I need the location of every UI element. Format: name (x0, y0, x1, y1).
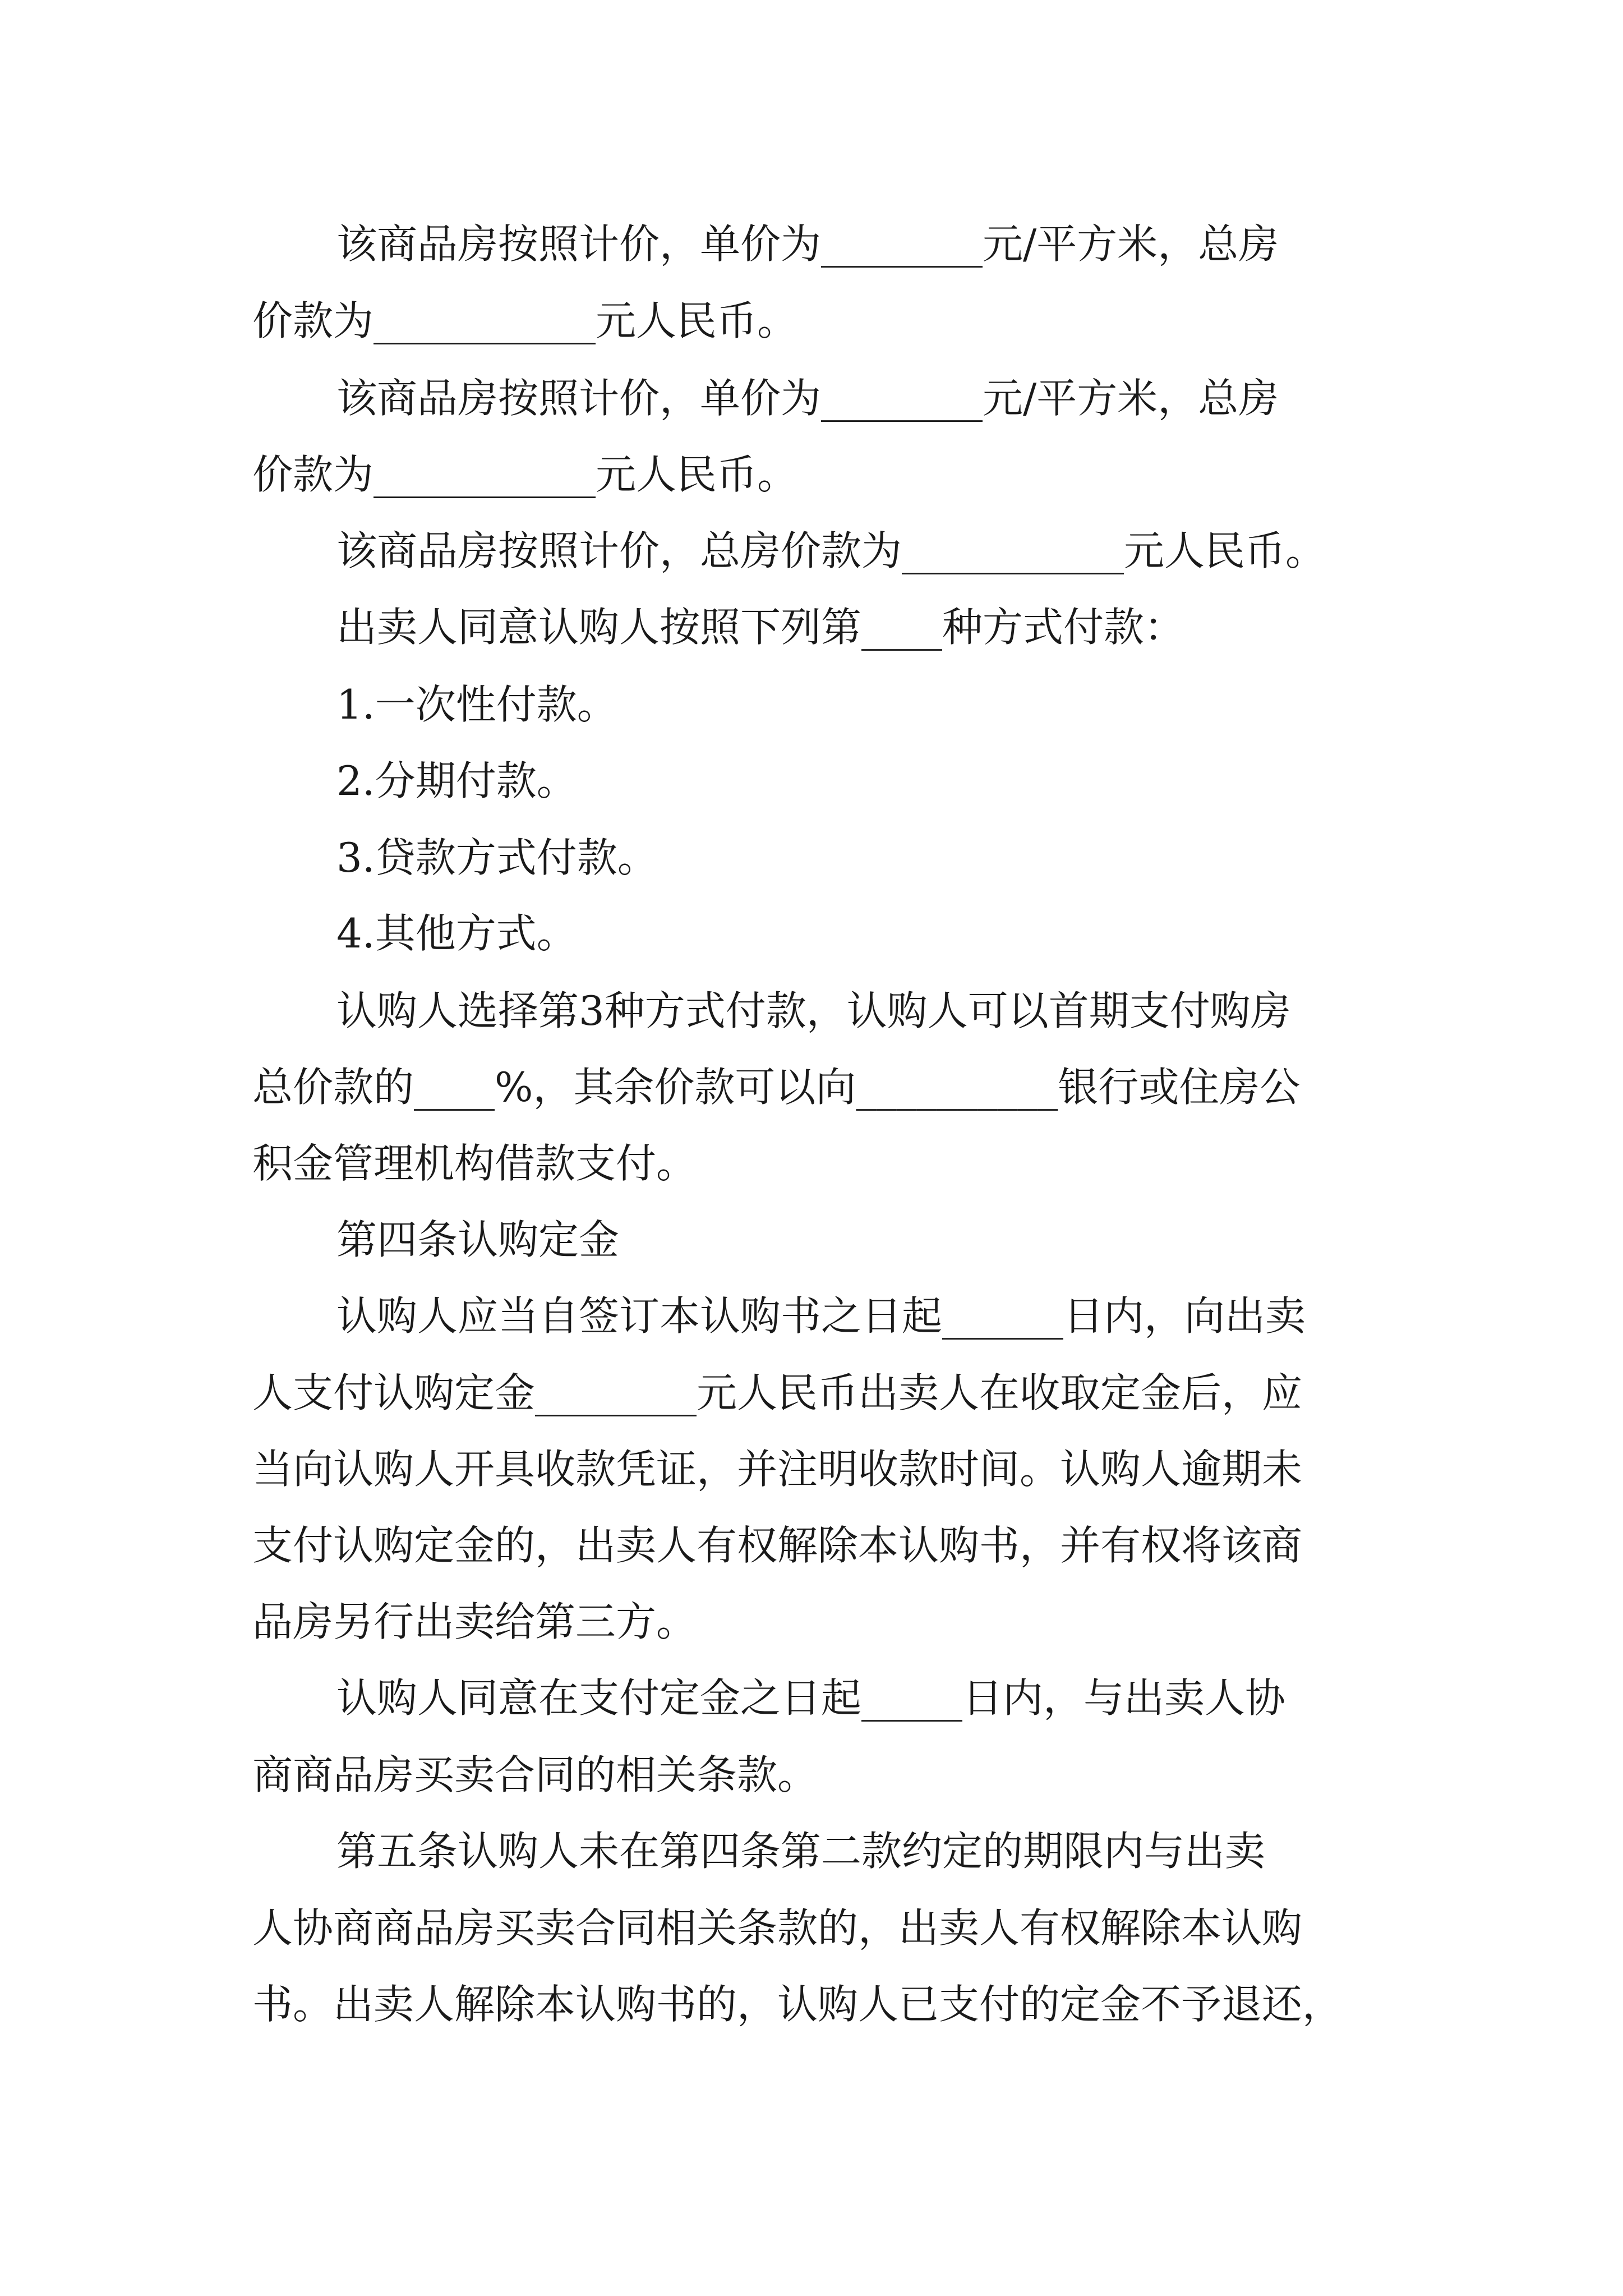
text-line: 商商品房买卖合同的相关条款。 (252, 1751, 818, 1798)
text-line: 书。出卖人解除本认购书的，认购人已支付的定金不予退还， (252, 1981, 1343, 2028)
text-line: 人协商商品房买卖合同相关条款的，出卖人有权解除本认购 (252, 1904, 1303, 1952)
text-line: 价款为___________元人民币。 (252, 297, 798, 344)
list-item: 3.贷款方式付款。 (336, 834, 658, 881)
text-line: 认购人同意在支付定金之日起_____日内，与出卖人协 (336, 1674, 1286, 1722)
text-line: 认购人应当自签订本认购书之日起______日内，向出卖 (336, 1292, 1306, 1340)
text-line: 价款为___________元人民币。 (252, 451, 798, 498)
text-line: 品房另行出卖给第三方。 (252, 1598, 697, 1645)
text-line: 出卖人同意认购人按照下列第____种方式付款： (336, 604, 1185, 651)
text-line: 第五条认购人未在第四条第二款约定的期限内与出卖 (336, 1828, 1266, 1875)
text-line: 认购人选择第3种方式付款，认购人可以首期支付购房 (336, 987, 1291, 1034)
list-item: 1.一次性付款。 (336, 681, 617, 728)
list-item: 4.其他方式。 (336, 910, 577, 957)
text-line: 该商品房按照计价，总房价款为___________元人民币。 (336, 527, 1326, 574)
text-line: 积金管理机构借款支付。 (252, 1140, 697, 1187)
text-line: 支付认购定金的，出卖人有权解除本认购书，并有权将该商 (252, 1522, 1303, 1569)
text-line: 该商品房按照计价，单价为________元/平方米，总房 (336, 220, 1279, 268)
list-item: 2.分期付款。 (336, 757, 577, 804)
text-line: 该商品房按照计价，单价为________元/平方米，总房 (336, 375, 1279, 422)
text-line: 当向认购人开具收款凭证，并注明收款时间。认购人逾期未 (252, 1446, 1303, 1493)
text-line: 总价款的____%，其余价款可以向__________银行或住房公 (252, 1064, 1301, 1111)
section-heading: 第四条认购定金 (336, 1216, 620, 1263)
text-line: 人支付认购定金________元人民币出卖人在收取定金后，应 (252, 1369, 1303, 1416)
